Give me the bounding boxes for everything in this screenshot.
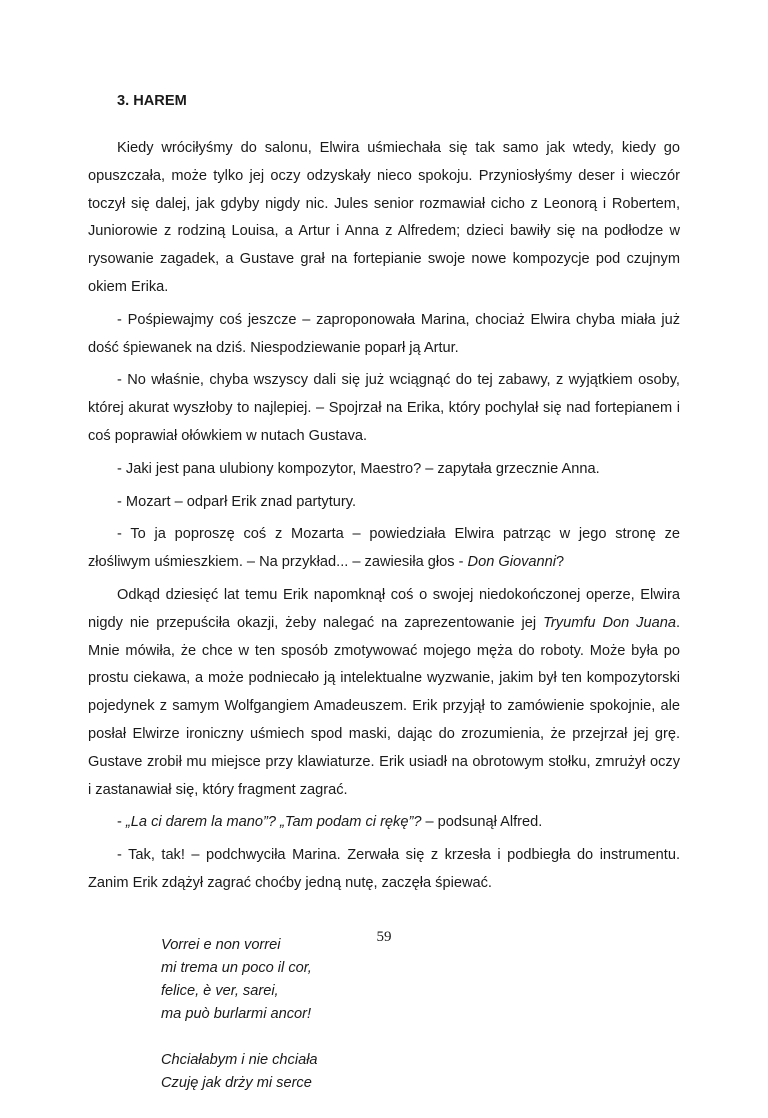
poem-line: Vorrei e non vorrei	[161, 936, 281, 953]
poem-stanza	[161, 1049, 680, 1095]
poem-line: Chciałabym i nie chciała	[161, 1051, 318, 1068]
poem-line: felice, è ver, sarei,	[161, 982, 279, 999]
poem-stanza	[161, 934, 680, 1026]
poem-line: Czuję jak drży mi serce	[161, 1074, 312, 1091]
poem	[161, 934, 680, 1095]
paragraph-text: – podsunął Alfred.	[421, 814, 543, 831]
poem-line: ma può burlarmi ancor!	[161, 1005, 312, 1022]
page-number: 59	[376, 929, 392, 945]
paragraph	[88, 809, 680, 837]
aria-title: „La ci darem la mano”? „Tam podam ci rękę”?	[125, 814, 422, 831]
paragraph: - Pośpiewajmy coś jeszcze – zaproponowała Marina, chociaż Elwira chyba miała już dość śpiewanek na dziś. Niespodziewanie poparł ją Artur.	[88, 311, 680, 356]
paragraph: - Jaki jest pana ulubiony kompozytor, Maestro? – zapytała grzecznie Anna.	[117, 460, 600, 477]
paragraph: - Tak, tak! – podchwyciła Marina. Zerwała się z krzesła i podbiegła do instrumentu. Zanim Erik zdążył zagrać choćby jedną nutę, zaczęła śpiewać.	[88, 847, 680, 891]
chapter-title: 3. HAREM	[117, 93, 187, 109]
paragraph-text: Odkąd dziesięć lat temu Erik napomknął coś o swojej niedokończonej operze, Elwira nigdy nie przepuściła okazji, żeby nalegać na zaprezentowanie jej	[88, 586, 680, 631]
paragraph-text: -	[117, 814, 126, 831]
paragraph: Kiedy wróciłyśmy do salonu, Elwira uśmiechała się tak samo jak wtedy, kiedy go opuszczała, może tylko jej oczy odzyskały nieco spokoju. Przyniosłyśmy deser i wieczór toczył się dalej, jak gdyby nigdy nic. Jules senior rozmawiał cicho z Leonorą i Robertem, Juniorowie z rodziną Louisa, a Artur i Anna z Alfredem; dzieci bawiły się na podłodze w rysowanie zagadek, a Gustave grał na fortepianie swoje nowe kompozycje pod czujnym okiem Erika.	[88, 140, 680, 295]
paragraph: - Mozart – odparł Erik znad partytury.	[117, 493, 356, 510]
poem-line: mi trema un poco il cor,	[161, 959, 312, 976]
opera-title: Tryumfu Don Juana	[543, 614, 676, 631]
opera-title: Don Giovanni	[467, 554, 556, 571]
paragraph-text: ?	[555, 554, 565, 571]
paragraph-text: - To ja poproszę coś z Mozarta – powiedziała Elwira patrząc w jego stronę ze złośliwym uśmieszkiem. – Na przykład... – zawiesiła głos -	[88, 526, 680, 571]
paragraph	[88, 521, 680, 577]
paragraph: - No właśnie, chyba wszyscy dali się już wciągnąć do tej zabawy, z wyjątkiem osoby, której akurat wyszłoby to najlepiej. – Spojrzał na Erika, który pochylał się nad fortepianem i coś poprawiał ołówkiem w nutach Gustava.	[88, 372, 680, 444]
paragraph	[88, 582, 680, 804]
page-content	[88, 91, 680, 1118]
paragraph-text: . Mnie mówiła, że chce w ten sposób zmotywować mojego męża do roboty. Może była po prostu ciekawa, a może podniecało ją intelektualne wyzwanie, jakim był ten kompozytorski pojedynek z samym Wolfgangiem Amadeuszem. Erik przyjął to zamówienie spokojnie, ale posłał Elwirze ironiczny uśmiech spod maski, dając do zrozumienia, że przejrzał jej grę. Gustave zrobił mu miejsce przy klawiaturze. Erik usiadł na obrotowym stołku, zmrużył oczy i zastanawiał się, który fragment zagrać.	[88, 614, 680, 798]
